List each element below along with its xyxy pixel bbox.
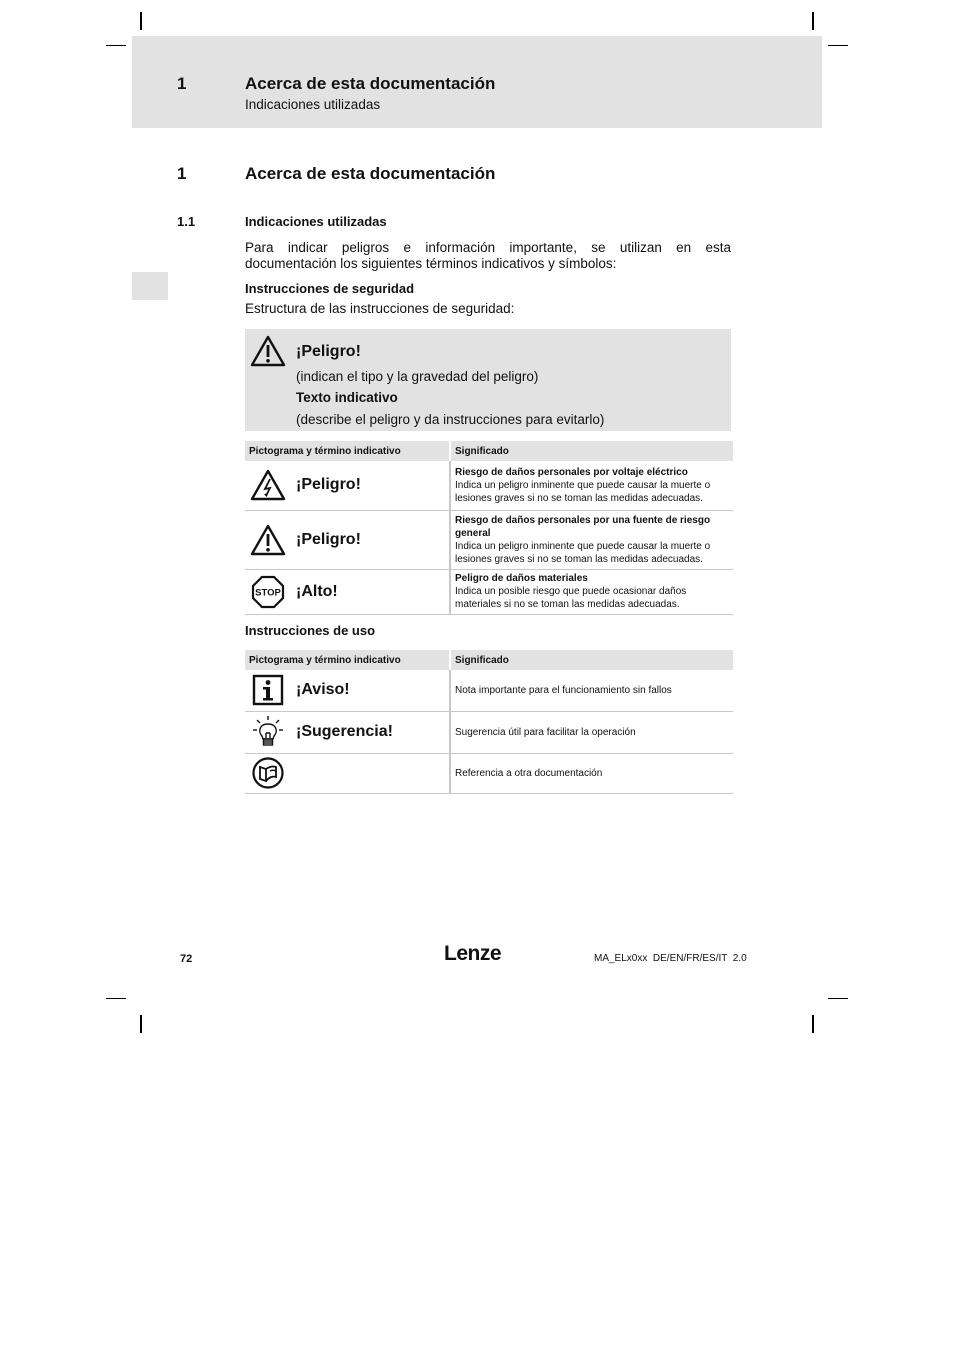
meaning-text: Indica un peligro inminente que puede causar la muerte o lesiones graves si no se toman las medidas adecuadas. (455, 479, 711, 504)
table-row (245, 711, 733, 753)
reference-book-icon (250, 755, 286, 791)
crop-mark (106, 998, 126, 999)
signal-line-2: (describe el peligro y da instrucciones para evitarlo) (296, 412, 605, 427)
electric-hazard-icon (250, 467, 286, 503)
page-number: 72 (180, 953, 193, 965)
document-reference: MA_ELx0xx DE/EN/FR/ES/IT 2.0 (594, 953, 747, 964)
subsection-number: 1.1 (177, 214, 196, 229)
signal-term: ¡Peligro! (296, 530, 361, 548)
table-header-pictogram: Pictograma y término indicativo (245, 441, 450, 461)
safety-structure-text: Estructura de las instrucciones de seguridad: (245, 301, 515, 316)
stop-icon-text: STOP (255, 587, 281, 598)
safety-instruction-example (245, 329, 731, 431)
lenze-logo: Lenze (444, 942, 502, 965)
signal-term: ¡Aviso! (296, 681, 350, 699)
meaning-text: Referencia a otra documentación (455, 767, 603, 779)
safety-table (245, 441, 733, 615)
crop-mark (106, 45, 126, 46)
table-row (245, 461, 733, 510)
info-icon (250, 672, 286, 708)
meaning-title: Riesgo de daños personales por voltaje eléctrico (455, 466, 688, 478)
stop-icon (250, 574, 286, 610)
side-tab-marker (132, 272, 168, 300)
table-header-meaning: Significado (450, 650, 733, 670)
header-chapter-number: 1 (177, 74, 187, 93)
general-hazard-icon (250, 522, 286, 558)
table-row (245, 569, 733, 614)
warning-triangle-icon (250, 335, 286, 372)
signal-line-1: (indican el tipo y la gravedad del peligro) (296, 369, 539, 384)
meaning-title: Riesgo de daños personales por una fuente de riesgo general (455, 514, 711, 539)
table-row (245, 510, 733, 569)
table-row (245, 753, 733, 793)
safety-heading: Instrucciones de seguridad (245, 281, 415, 296)
usage-heading: Instrucciones de uso (245, 623, 376, 638)
signal-word: ¡Peligro! (296, 343, 361, 360)
lightbulb-icon (250, 714, 286, 750)
meaning-text: Nota importante para el funcionamiento sin fallos (455, 684, 672, 696)
table-header-meaning: Significado (450, 441, 733, 461)
meaning-text: Indica un peligro inminente que puede causar la muerte o lesiones graves si no se toman las medidas adecuadas. (455, 540, 711, 565)
crop-mark (812, 1015, 814, 1033)
crop-mark (140, 1015, 142, 1033)
signal-label: Texto indicativo (296, 390, 398, 405)
signal-term: ¡Peligro! (296, 476, 361, 494)
meaning-text: Sugerencia útil para facilitar la operación (455, 726, 636, 738)
table-row (245, 670, 733, 711)
crop-mark (828, 998, 848, 999)
meaning-text: Indica un posible riesgo que puede ocasionar daños materiales si no se toman las medidas adecuadas. (455, 586, 687, 610)
crop-mark (828, 45, 848, 46)
subsection-title: Indicaciones utilizadas (245, 214, 387, 229)
table-header-pictogram: Pictograma y término indicativo (245, 650, 450, 670)
header-subtitle: Indicaciones utilizadas (245, 97, 381, 112)
crop-mark (140, 12, 142, 30)
section-number: 1 (177, 164, 187, 183)
intro-paragraph: Para indicar peligros e información importante, se utilizan en esta documentación los siguientes términos indicativos y símbolos: (245, 240, 731, 271)
crop-mark (812, 12, 814, 30)
signal-term: ¡Sugerencia! (296, 723, 393, 740)
meaning-title: Peligro de daños materiales (455, 573, 588, 584)
section-title: Acerca de esta documentación (245, 164, 496, 183)
usage-table (245, 650, 733, 794)
signal-term: ¡Alto! (296, 582, 338, 600)
header-chapter-title: Acerca de esta documentación (245, 74, 496, 93)
